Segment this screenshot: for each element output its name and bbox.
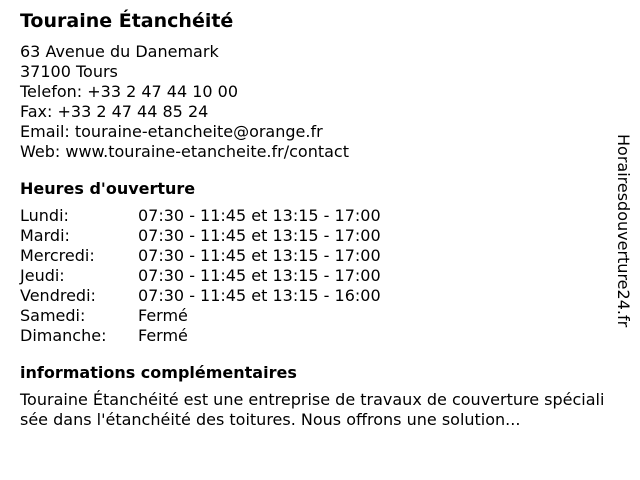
website: Web: www.touraine-etancheite.fr/contact	[20, 142, 349, 161]
hours-day: Samedi:	[20, 306, 86, 325]
hours-row-wednesday	[20, 246, 610, 266]
hours-time: 07:30 - 11:45 et 13:15 - 16:00	[138, 286, 381, 305]
additional-info-title: informations complémentaires	[20, 363, 297, 382]
hours-time: Fermé	[138, 326, 188, 345]
address-street: 63 Avenue du Danemark	[20, 42, 219, 61]
business-card	[20, 8, 610, 430]
hours-time: 07:30 - 11:45 et 13:15 - 17:00	[138, 206, 381, 225]
opening-hours-title: Heures d'ouverture	[20, 179, 196, 198]
hours-row-friday	[20, 286, 610, 306]
fax-number: Fax: +33 2 47 44 85 24	[20, 102, 209, 121]
hours-time: 07:30 - 11:45 et 13:15 - 17:00	[138, 246, 381, 265]
email-address: Email: touraine-etancheite@orange.fr	[20, 122, 323, 141]
hours-day: Vendredi:	[20, 286, 96, 305]
hours-row-saturday	[20, 306, 610, 326]
hours-row-monday	[20, 206, 610, 226]
additional-info-text: Touraine Étanchéité est une entreprise de travaux de couverture spécialisée dans l'étanchéité des toitures. Nous offrons une solution...	[20, 390, 605, 429]
hours-row-thursday	[20, 266, 610, 286]
hours-day: Dimanche:	[20, 326, 107, 345]
hours-row-tuesday	[20, 226, 610, 246]
hours-day: Lundi:	[20, 206, 69, 225]
hours-time: Fermé	[138, 306, 188, 325]
hours-time: 07:30 - 11:45 et 13:15 - 17:00	[138, 226, 381, 245]
hours-day: Jeudi:	[20, 266, 65, 285]
business-name: Touraine Étanchéité	[20, 10, 234, 32]
hours-day: Mardi:	[20, 226, 70, 245]
hours-row-sunday	[20, 326, 610, 346]
phone-number: Telefon: +33 2 47 44 10 00	[20, 82, 239, 101]
site-watermark: Horairesdouverture24.fr	[614, 134, 633, 328]
hours-time: 07:30 - 11:45 et 13:15 - 17:00	[138, 266, 381, 285]
opening-hours-table	[20, 206, 610, 346]
hours-day: Mercredi:	[20, 246, 95, 265]
address-city: 37100 Tours	[20, 62, 118, 81]
